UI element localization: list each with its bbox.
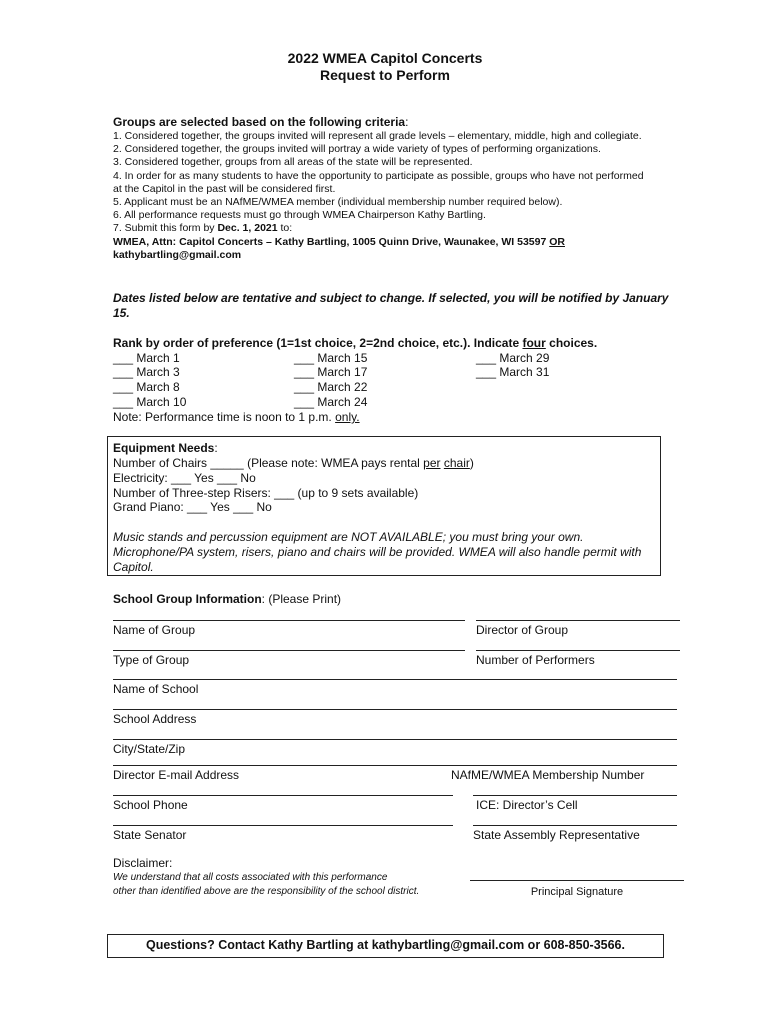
page-subtitle: Request to Perform <box>320 67 450 83</box>
submit-deadline: Dec. 1, 2021 <box>217 222 278 235</box>
assembly-rep-label: State Assembly Representative <box>473 828 640 842</box>
equipment-heading-text: Equipment Needs <box>113 441 215 455</box>
equipment-heading-colon: : <box>214 441 218 455</box>
chairs-per: per <box>423 456 441 470</box>
date-choice[interactable]: ___ March 10 <box>113 395 187 409</box>
chairs-field[interactable] <box>113 456 474 470</box>
school-info-heading-text: School Group Information <box>113 592 262 606</box>
rank-heading-prefix: Rank by order of preference (1=1st choice, 2=2nd choice, etc.). Indicate <box>113 336 523 350</box>
date-choice[interactable]: ___ March 17 <box>294 365 368 379</box>
criteria-item: 6. All performance requests must go through WMEA Chairperson Kathy Bartling. <box>113 209 486 222</box>
criteria-item: 5. Applicant must be an NAfME/WMEA member (individual membership number required below). <box>113 196 563 209</box>
note-text: Note: Performance time is noon to 1 p.m. <box>113 410 336 424</box>
equipment-note: Music stands and percussion equipment are NOT AVAILABLE; you must bring your own. Microphone/PA system, risers, piano and chairs will be provided. WMEA will also handle permit with Capitol. <box>113 530 642 574</box>
submit-address <box>113 236 653 249</box>
criteria-heading <box>113 115 408 129</box>
school-info-heading-suffix: : (Please Print) <box>261 592 342 606</box>
number-of-performers-label: Number of Performers <box>476 653 595 667</box>
date-choice[interactable]: ___ March 29 <box>476 351 550 365</box>
submit-address-or: OR <box>549 235 565 248</box>
chairs-text: Number of Chairs _____ (Please note: WMEA pays rental <box>113 456 424 470</box>
name-of-school-label: Name of School <box>113 682 199 696</box>
disclaimer-line: We understand that all costs associated with this performance <box>113 872 388 883</box>
name-of-school-line[interactable] <box>113 679 677 680</box>
piano-field[interactable]: Grand Piano: ___ Yes ___ No <box>113 500 272 514</box>
equipment-heading <box>113 441 218 455</box>
criteria-heading-text: Groups are selected based on the following criteria <box>113 115 406 129</box>
director-of-group-label: Director of Group <box>476 623 569 637</box>
criteria-list <box>113 130 653 262</box>
director-of-group-line[interactable] <box>476 620 680 621</box>
date-choice[interactable]: ___ March 3 <box>113 365 180 379</box>
date-choice[interactable]: ___ March 8 <box>113 380 180 394</box>
principal-signature-label: Principal Signature <box>530 886 624 898</box>
date-choice[interactable]: ___ March 24 <box>294 395 368 409</box>
assembly-rep-line[interactable] <box>473 825 677 826</box>
submit-suffix: to: <box>277 222 293 235</box>
submit-email: kathybartling@gmail.com <box>113 248 242 261</box>
membership-number-label: NAfME/WMEA Membership Number <box>451 768 645 782</box>
criteria-item-submit <box>113 222 653 235</box>
city-state-zip-label: City/State/Zip <box>113 742 186 756</box>
school-address-label: School Address <box>113 712 197 726</box>
rank-heading <box>113 336 597 350</box>
director-email-label: Director E-mail Address <box>113 768 240 782</box>
criteria-item: 1. Considered together, the groups invited will represent all grade levels – elementary, middle, high and collegiate. <box>113 130 642 142</box>
state-senator-label: State Senator <box>113 828 187 842</box>
contact-box: Questions? Contact Kathy Bartling at kathybartling@gmail.com or 608-850-3566. <box>107 934 664 958</box>
criteria-item: 3. Considered together, groups from all areas of the state will be represented. <box>113 156 473 169</box>
rank-heading-suffix: choices. <box>545 336 598 350</box>
city-state-zip-line[interactable] <box>113 739 677 740</box>
page-title: 2022 WMEA Capitol Concerts <box>287 50 483 66</box>
school-address-line[interactable] <box>113 709 677 710</box>
directors-cell-line[interactable] <box>473 795 677 796</box>
state-senator-line[interactable] <box>113 825 453 826</box>
disclaimer-text <box>113 871 473 899</box>
submit-address-text: WMEA, Attn: Capitol Concerts – Kathy Bartling, 1005 Quinn Drive, Waunakee, WI 53597 <box>113 235 550 248</box>
date-choice[interactable]: ___ March 22 <box>294 380 368 394</box>
school-phone-line[interactable] <box>113 795 453 796</box>
criteria-heading-colon: : <box>405 115 409 129</box>
disclaimer-line: other than identified above are the responsibility of the school district. <box>113 886 420 897</box>
dates-note: Dates listed below are tentative and subject to change. If selected, you will be notified by January 15. <box>113 291 669 320</box>
chairs-close: ) <box>469 456 474 470</box>
date-choice[interactable]: ___ March 1 <box>113 351 180 365</box>
type-of-group-label: Type of Group <box>113 653 190 667</box>
note-only: only. <box>335 410 360 424</box>
school-info-heading <box>113 592 341 606</box>
number-of-performers-line[interactable] <box>476 650 680 651</box>
criteria-item: 2. Considered together, the groups invited will portray a wide variety of types of performing organizations. <box>113 143 601 156</box>
risers-field[interactable]: Number of Three-step Risers: ___ (up to 9 sets available) <box>113 486 419 500</box>
criteria-item: 4. In order for as many students to have the opportunity to participate as possible, groups who have not performed at the Capitol in the past will be considered first. <box>113 169 644 195</box>
directors-cell-label: ICE: Director’s Cell <box>476 798 578 812</box>
date-choice[interactable]: ___ March 31 <box>476 365 550 379</box>
rank-heading-four: four <box>522 336 546 350</box>
principal-signature-line[interactable] <box>470 880 684 881</box>
electricity-field[interactable]: Electricity: ___ Yes ___ No <box>113 471 256 485</box>
date-choice[interactable]: ___ March 15 <box>294 351 368 365</box>
disclaimer-title: Disclaimer: <box>113 856 173 870</box>
school-phone-label: School Phone <box>113 798 188 812</box>
chairs-chair: chair <box>443 456 470 470</box>
type-of-group-line[interactable] <box>113 650 465 651</box>
submit-prefix: 7. Submit this form by <box>113 222 218 235</box>
name-of-group-label: Name of Group <box>113 623 196 637</box>
performance-time-note <box>113 410 360 424</box>
email-membership-line[interactable] <box>113 765 677 766</box>
name-of-group-line[interactable] <box>113 620 465 621</box>
